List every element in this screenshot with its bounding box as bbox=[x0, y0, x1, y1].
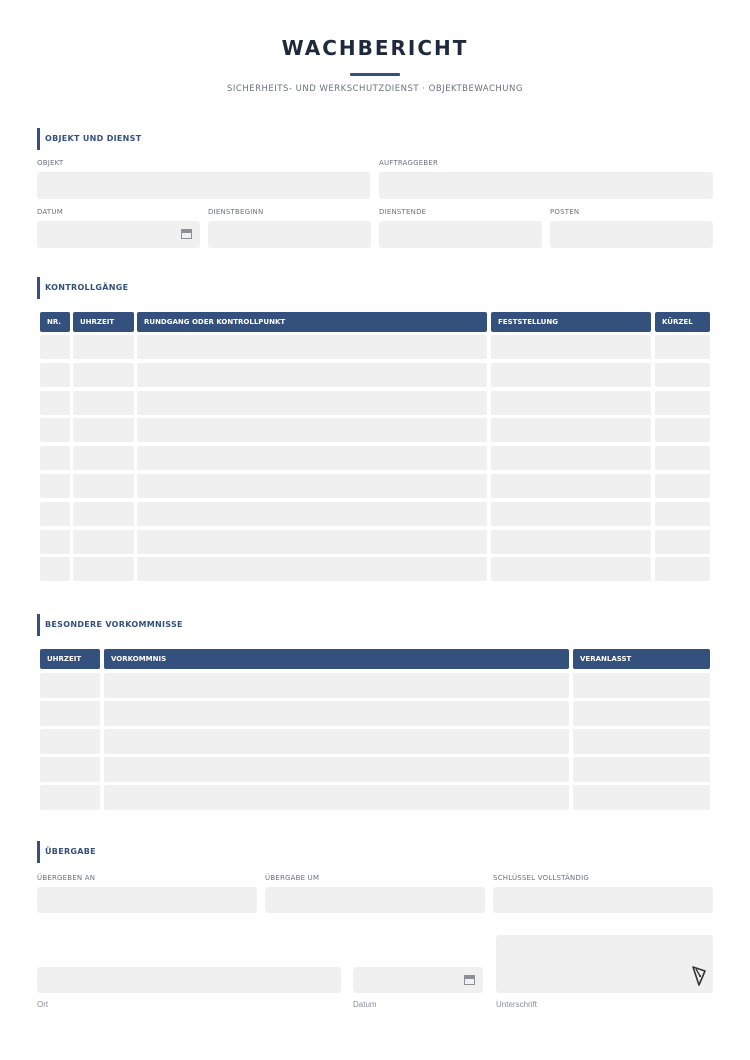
kontroll-cell[interactable] bbox=[40, 418, 70, 442]
label-dienstende: DIENSTENDE bbox=[379, 208, 427, 216]
kontroll-cell[interactable] bbox=[73, 446, 134, 470]
kontroll-cell[interactable] bbox=[655, 335, 710, 359]
section-title-kontrollgaenge: KONTROLLGÄNGE bbox=[37, 277, 128, 299]
label-signature-datum: Datum bbox=[353, 1000, 377, 1009]
title-underline bbox=[350, 73, 400, 76]
col-header-uhrzeit: UHRZEIT bbox=[73, 312, 134, 332]
label-posten: POSTEN bbox=[550, 208, 580, 216]
kontroll-cell[interactable] bbox=[137, 363, 487, 387]
ort-input[interactable] bbox=[37, 967, 341, 993]
calendar-icon[interactable] bbox=[464, 975, 475, 985]
vorkomm-cell[interactable] bbox=[573, 673, 710, 698]
kontroll-cell[interactable] bbox=[73, 363, 134, 387]
kontroll-cell[interactable] bbox=[73, 391, 134, 415]
objekt-input[interactable] bbox=[37, 172, 370, 199]
kontroll-cell[interactable] bbox=[491, 446, 651, 470]
vorkomm-cell[interactable] bbox=[573, 701, 710, 726]
kontroll-cell[interactable] bbox=[491, 418, 651, 442]
label-datum: DATUM bbox=[37, 208, 63, 216]
kontroll-cell[interactable] bbox=[137, 335, 487, 359]
kontroll-cell[interactable] bbox=[137, 418, 487, 442]
kontroll-cell[interactable] bbox=[491, 363, 651, 387]
datum-input[interactable] bbox=[37, 221, 200, 248]
vorkomm-cell[interactable] bbox=[573, 729, 710, 754]
vorkomm-cell[interactable] bbox=[104, 729, 569, 754]
col-header-vorkommnis: VORKOMMNIS bbox=[104, 649, 569, 669]
vorkomm-cell[interactable] bbox=[40, 757, 100, 782]
kontroll-cell[interactable] bbox=[40, 502, 70, 526]
posten-input[interactable] bbox=[550, 221, 713, 248]
label-uebergeben-an: ÜBERGEBEN AN bbox=[37, 874, 96, 882]
kontroll-cell[interactable] bbox=[40, 530, 70, 554]
kontroll-cell[interactable] bbox=[491, 502, 651, 526]
vorkomm-cell[interactable] bbox=[40, 729, 100, 754]
pen-nib-icon bbox=[691, 965, 707, 987]
kontroll-cell[interactable] bbox=[491, 557, 651, 581]
calendar-icon[interactable] bbox=[181, 229, 192, 239]
dienstende-input[interactable] bbox=[379, 221, 542, 248]
kontroll-cell[interactable] bbox=[137, 446, 487, 470]
kontroll-cell[interactable] bbox=[40, 557, 70, 581]
col-header-rundgang: RUNDGANG ODER KONTROLLPUNKT bbox=[137, 312, 487, 332]
kontroll-cell[interactable] bbox=[655, 391, 710, 415]
col-header-uhrzeit-vk: UHRZEIT bbox=[40, 649, 100, 669]
kontroll-cell[interactable] bbox=[137, 474, 487, 498]
kontroll-cell[interactable] bbox=[655, 446, 710, 470]
kontroll-cell[interactable] bbox=[73, 335, 134, 359]
kontroll-cell[interactable] bbox=[40, 335, 70, 359]
vorkomm-cell[interactable] bbox=[40, 785, 100, 810]
vorkomm-cell[interactable] bbox=[573, 785, 710, 810]
uebergabe-um-input[interactable] bbox=[265, 887, 485, 913]
col-header-feststellung: FESTSTELLUNG bbox=[491, 312, 651, 332]
col-header-nr: NR. bbox=[40, 312, 70, 332]
kontroll-cell[interactable] bbox=[137, 530, 487, 554]
vorkomm-cell[interactable] bbox=[104, 701, 569, 726]
kontroll-cell[interactable] bbox=[137, 557, 487, 581]
section-title-objekt: OBJEKT UND DIENST bbox=[37, 128, 142, 150]
kontroll-cell[interactable] bbox=[137, 391, 487, 415]
kontroll-cell[interactable] bbox=[655, 363, 710, 387]
label-auftraggeber: AUFTRAGGEBER bbox=[379, 159, 439, 167]
vorkomm-cell[interactable] bbox=[573, 757, 710, 782]
kontroll-cell[interactable] bbox=[655, 474, 710, 498]
label-ort: Ort bbox=[37, 1000, 49, 1009]
kontroll-cell[interactable] bbox=[40, 391, 70, 415]
kontroll-cell[interactable] bbox=[73, 474, 134, 498]
vorkomm-cell[interactable] bbox=[40, 673, 100, 698]
label-uebergabe-um: ÜBERGABE UM bbox=[265, 874, 320, 882]
label-schluessel: SCHLÜSSEL VOLLSTÄNDIG bbox=[493, 874, 589, 882]
kontroll-cell[interactable] bbox=[655, 557, 710, 581]
section-title-uebergabe: ÜBERGABE bbox=[37, 841, 96, 863]
kontroll-cell[interactable] bbox=[655, 502, 710, 526]
page-subtitle: SICHERHEITS- UND WERKSCHUTZDIENST · OBJEKTBEWACHUNG bbox=[227, 84, 523, 94]
vorkomm-cell[interactable] bbox=[104, 785, 569, 810]
kontroll-cell[interactable] bbox=[40, 474, 70, 498]
label-dienstbeginn: DIENSTBEGINN bbox=[208, 208, 264, 216]
col-header-veranlasst: VERANLASST bbox=[573, 649, 710, 669]
kontroll-cell[interactable] bbox=[491, 530, 651, 554]
kontroll-cell[interactable] bbox=[40, 363, 70, 387]
signature-datum-input[interactable] bbox=[353, 967, 483, 993]
kontroll-cell[interactable] bbox=[73, 502, 134, 526]
label-unterschrift: Unterschrift bbox=[496, 1000, 537, 1009]
vorkomm-cell[interactable] bbox=[104, 757, 569, 782]
kontroll-cell[interactable] bbox=[73, 530, 134, 554]
col-header-kuerzel: KÜRZEL bbox=[655, 312, 710, 332]
kontroll-cell[interactable] bbox=[491, 391, 651, 415]
vorkomm-cell[interactable] bbox=[40, 701, 100, 726]
kontroll-cell[interactable] bbox=[73, 557, 134, 581]
schluessel-input[interactable] bbox=[493, 887, 713, 913]
vorkomm-cell[interactable] bbox=[104, 673, 569, 698]
signature-pad[interactable] bbox=[496, 935, 713, 993]
kontroll-cell[interactable] bbox=[40, 446, 70, 470]
kontroll-cell[interactable] bbox=[655, 418, 710, 442]
kontroll-cell[interactable] bbox=[137, 502, 487, 526]
page-title: WACHBERICHT bbox=[281, 36, 469, 60]
kontroll-cell[interactable] bbox=[491, 474, 651, 498]
uebergeben-an-input[interactable] bbox=[37, 887, 257, 913]
dienstbeginn-input[interactable] bbox=[208, 221, 371, 248]
kontroll-cell[interactable] bbox=[73, 418, 134, 442]
section-title-vorkommnisse: BESONDERE VORKOMMNISSE bbox=[37, 614, 183, 636]
kontroll-cell[interactable] bbox=[491, 335, 651, 359]
label-objekt: OBJEKT bbox=[37, 159, 64, 167]
kontroll-cell[interactable] bbox=[655, 530, 710, 554]
auftraggeber-input[interactable] bbox=[379, 172, 713, 199]
